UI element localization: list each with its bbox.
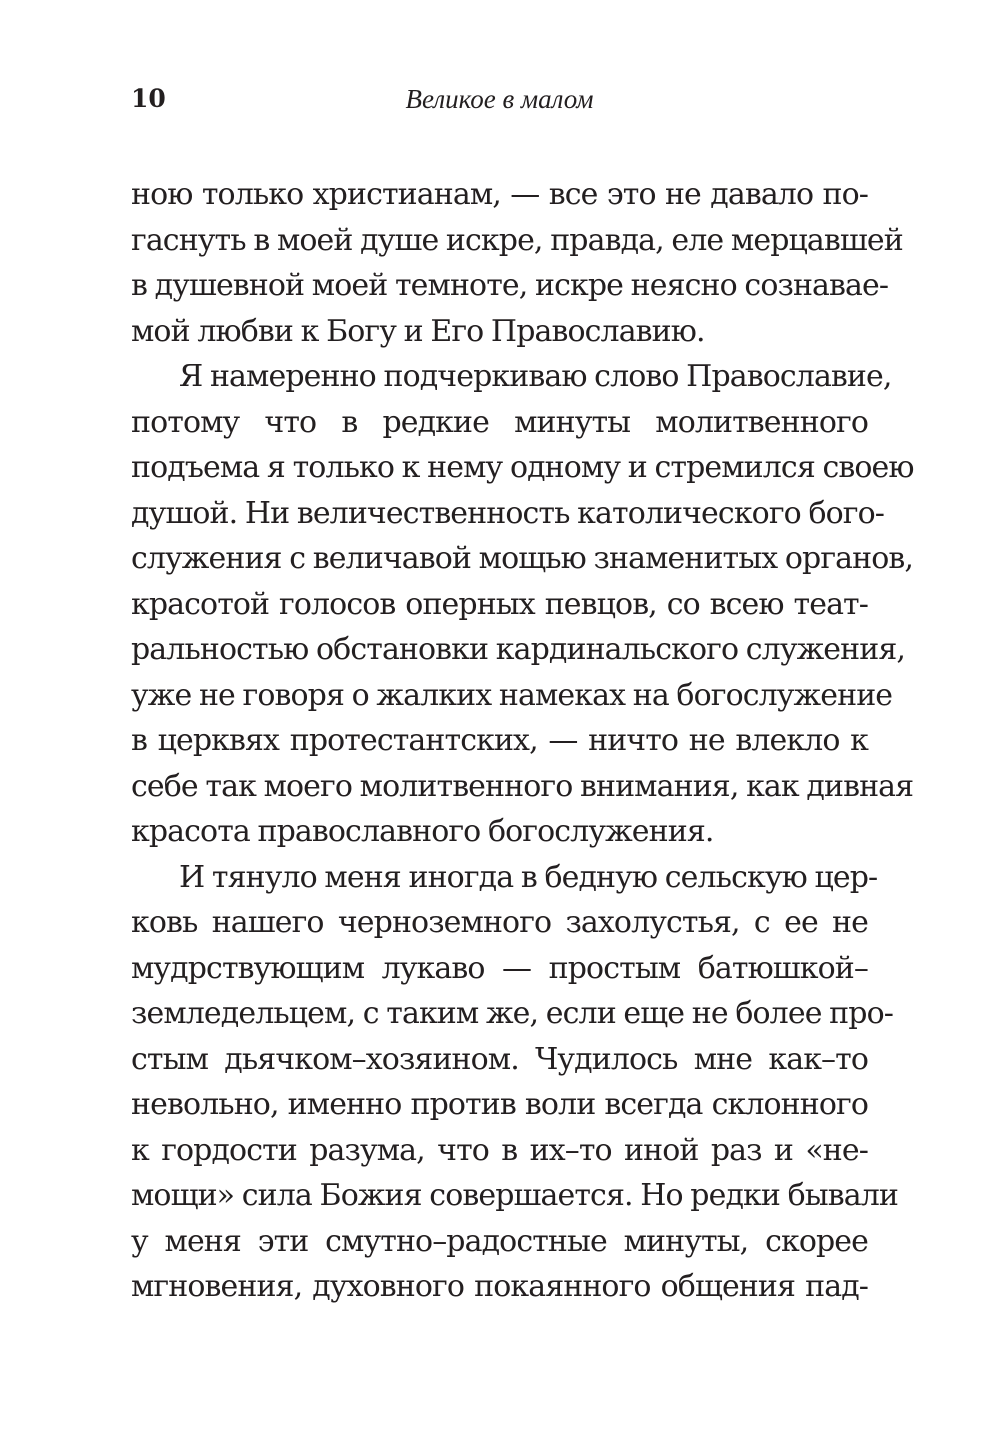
text-line: земледельцем, с таким же, если еще не более про- <box>131 996 893 1031</box>
text-line: мой любви к Богу и Его Православию. <box>131 313 705 349</box>
paragraph <box>131 172 903 354</box>
paragraph <box>131 354 914 855</box>
text-line: И тянуло меня иногда в бедную сельскую цер- <box>179 859 878 895</box>
text-line: ковь нашего черноземного захолустья, с ее не <box>131 905 868 940</box>
text-line: в церквях протестантских, — ничто не влекло к <box>131 723 868 758</box>
text-line: ною только христианам, — все это не давало по- <box>131 177 868 212</box>
page-number: 10 <box>131 84 166 113</box>
text-line: красота православного богослужения. <box>131 814 714 849</box>
text-line: себе так моего молитвенного внимания, как дивная <box>131 768 914 804</box>
text-line: стым дьячком–хозяином. Чудилось мне как–то <box>131 1041 868 1077</box>
text-line: потому что в редкие минуты молитвенного <box>131 404 868 440</box>
text-line: гаснуть в моей душе искре, правда, еле мерцавшей <box>131 222 903 258</box>
text-line: невольно, именно против воли всегда склонного <box>131 1087 868 1122</box>
text-line: красотой голосов оперных певцов, со всею теат- <box>131 586 868 622</box>
text-line: к гордости разума, что в их–то иной раз и «не- <box>131 1132 868 1168</box>
running-head <box>131 82 868 122</box>
text-line: мгновения, духовного покаянного общения пад- <box>131 1269 868 1304</box>
text-line: Я намеренно подчеркиваю слово Православие, <box>179 359 892 394</box>
text-line: душой. Ни величественность католического бого- <box>131 495 884 531</box>
text-line: ральностью обстановки кардинальского служения, <box>131 632 905 667</box>
text-line: в душевной моей темноте, искре неясно сознавае- <box>131 268 889 303</box>
text-line: мудрствующим лукаво — простым батюшкой– <box>131 950 868 986</box>
text-body <box>131 172 914 1310</box>
text-line: мощи» сила Божия совершается. Но редки бывали <box>131 1178 898 1213</box>
running-title: Великое в малом <box>405 84 594 114</box>
paragraph <box>131 855 898 1310</box>
text-line: уже не говоря о жалких намеках на богослужение <box>131 677 893 713</box>
text-line: служения с величавой мощью знаменитых органов, <box>131 541 914 576</box>
text-line: подъема я только к нему одному и стремился своею <box>131 450 914 485</box>
text-line: у меня эти смутно–радостные минуты, скорее <box>131 1223 868 1259</box>
